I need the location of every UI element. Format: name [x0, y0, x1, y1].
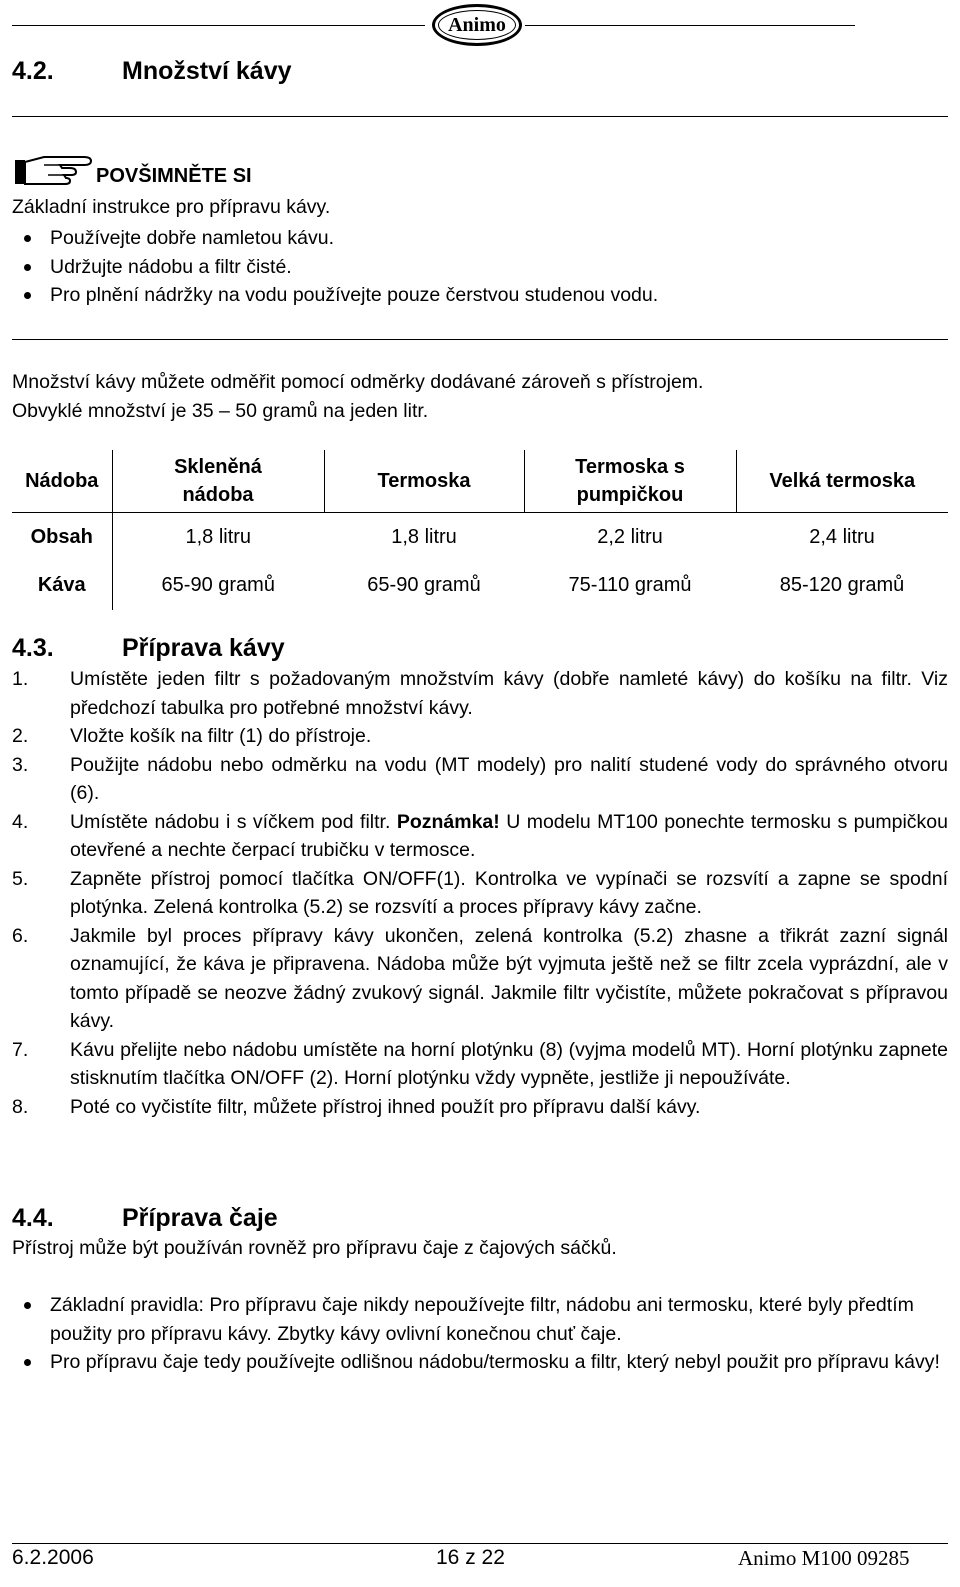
note-label: Poznámka!: [396, 810, 500, 833]
section-title: Množství kávy: [122, 57, 292, 85]
footer-document-id: Animo M100 09285: [738, 1546, 910, 1570]
table-cell: 65-90 gramů: [161, 573, 275, 596]
section-heading-4-3: [12, 633, 285, 663]
notice-bullets: [12, 224, 948, 310]
list-item: 6. Jakmile byl proces přípravy kávy ukončen, zelená kontrolka (5.2) zhasne a třikrát zazní signál oznamující, že káva je připravena. Nádoba může být vyjmuta ještě než se filtr zcela vyprázdní, ale v tomto případě se neozve žádný zvukový signál. Jakmile filtr vyčistíte, můžete pokračovat s přípravou kávy.: [12, 924, 948, 1032]
coffee-steps: [12, 665, 948, 1121]
list-item: Pro plnění nádržky na vodu používejte pouze čerstvou studenou vodu.: [12, 281, 948, 310]
list-item: 2. Vložte košík na filtr (1) do přístroje.: [12, 725, 372, 747]
pointing-hand-icon: [14, 152, 94, 186]
table-cell: 1,8 litru: [391, 525, 457, 548]
table-cell: 75-110 gramů: [568, 573, 692, 596]
divider: [12, 339, 948, 340]
section-number: 4.2.: [12, 57, 54, 85]
table-header-cell: Nádoba: [12, 450, 112, 513]
animo-logo: Animo: [432, 4, 522, 46]
table-row: [12, 561, 948, 609]
table-cell: Obsah: [12, 513, 112, 562]
list-item: 1. Umístěte jeden filtr s požadovaným množstvím kávy (dobře namleté kávy) do košíku na filtr. Viz předchozí tabulka pro potřebné množství kávy.: [12, 668, 948, 719]
header-rule-left: [12, 25, 425, 26]
section-number: 4.4.: [12, 1204, 54, 1232]
list-item: Používejte dobře namletou kávu.: [12, 224, 948, 253]
footer-date: 6.2.2006: [12, 1546, 94, 1569]
notice-intro: Základní instrukce pro přípravu kávy.: [12, 196, 331, 218]
table-header-cell: Velká termoska: [736, 450, 948, 513]
dose-text-line-1: Množství kávy můžete odměřit pomocí odměrky dodávané zároveň s přístrojem.: [12, 371, 704, 393]
section-heading-4-4: [12, 1203, 278, 1233]
table-border: [112, 560, 113, 610]
list-item: Udržujte nádobu a filtr čisté.: [12, 253, 948, 282]
table-cell: 65-90 gramů: [367, 573, 481, 596]
notice-title: POVŠIMNĚTE SI: [96, 165, 252, 187]
tea-intro: Přístroj může být používán rovněž pro přípravu čaje z čajových sáčků.: [12, 1237, 617, 1259]
section-title: Příprava kávy: [122, 634, 285, 662]
list-item: Základní pravidla: Pro přípravu čaje nikdy nepoužívejte filtr, nádobu ani termosku, které byly předtím použity pro přípravu kávy. Zbytky kávy ovlivní konečnou chuť čaje.: [12, 1291, 948, 1348]
list-item: Pro přípravu čaje tedy používejte odlišnou nádobu/termosku a filtr, který nebyl použit pro přípravu kávy!: [12, 1348, 948, 1377]
section-title: Příprava čaje: [122, 1204, 278, 1232]
section-heading-4-2: [12, 56, 292, 86]
divider: [12, 116, 948, 117]
table-header-row: [12, 450, 948, 513]
table-cell: 2,2 litru: [597, 525, 663, 548]
table-cell: Káva: [12, 561, 112, 609]
header-rule-right: [525, 25, 855, 26]
section-number: 4.3.: [12, 634, 54, 662]
table-header-cell: Skleněná nádoba: [112, 450, 324, 513]
list-item: 4. Umístěte nádobu i s víčkem pod filtr. Poznámka! U modelu MT100 ponechte termosku s pumpičkou otevřené a nechte čerpací trubičku v termosce.: [12, 810, 948, 861]
dose-table: [12, 450, 948, 609]
dose-text-line-2: Obvyklé množství je 35 – 50 gramů na jeden litr.: [12, 400, 429, 422]
list-item: 5. Zapněte přístroj pomocí tlačítka ON/OFF(1). Kontrolka ve vypínači se rozsvítí a zapne se spodní plotýnka. Zelená kontrolka (5.2) se rozsvítí a proces přípravy kávy začne.: [12, 867, 948, 918]
table-header-cell: Termoska s pumpičkou: [524, 450, 736, 513]
table-cell: 85-120 gramů: [779, 573, 905, 596]
table-row: [12, 513, 948, 562]
list-item: 3. Použijte nádobu nebo odměrku na vodu (MT modely) pro nalití studené vody do správného otvoru (6).: [12, 753, 948, 804]
list-item: 7. Kávu přelijte nebo nádobu umístěte na horní plotýnku (8) (vyjma modelů MT). Horní plotýnku zapnete stisknutím tlačítka ON/OFF (2). Horní plotýnku vždy vypněte, jestliže ji nepoužíváte.: [12, 1038, 948, 1089]
list-item: 8. Poté co vyčistíte filtr, můžete přístroj ihned použít pro přípravu další kávy.: [12, 1095, 701, 1118]
footer-page-number: 16 z 22: [436, 1546, 505, 1569]
table-cell: 1,8 litru: [185, 525, 252, 548]
table-cell: 2,4 litru: [809, 525, 875, 548]
tea-bullets: [12, 1291, 948, 1377]
footer-rule: [12, 1543, 948, 1544]
table-header-cell: Termoska: [324, 450, 524, 513]
